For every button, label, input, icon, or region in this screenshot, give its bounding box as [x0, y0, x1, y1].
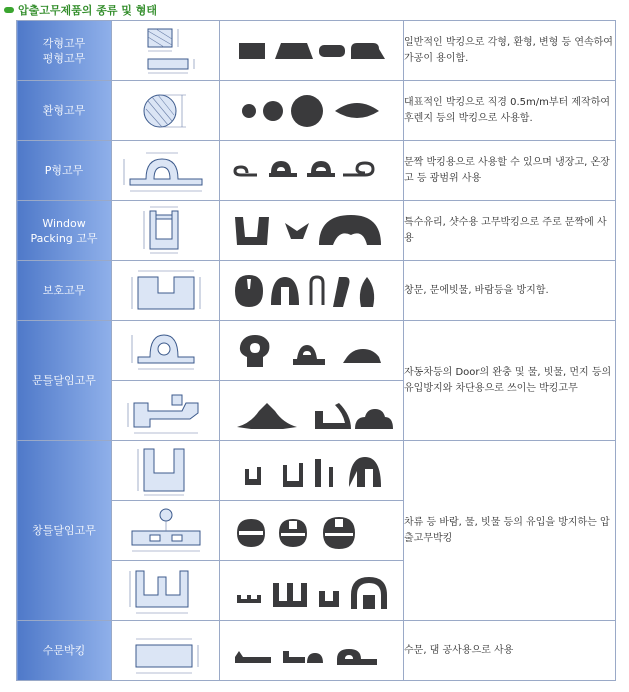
- section-diagram: [112, 81, 220, 141]
- table-row: [17, 141, 616, 201]
- category-cell: 보호고무: [17, 261, 112, 321]
- table-row: [17, 21, 616, 81]
- description-cell: 특수유리, 샷수용 고무박킹으로 주로 문짝에 사용: [404, 201, 616, 261]
- description-cell: 창문, 문에빗물, 바람등을 방지함.: [404, 261, 616, 321]
- product-shape-image: [220, 441, 404, 501]
- door-seal-rubber-shapes-icon: [227, 329, 397, 373]
- window-seal-section-2-icon: [116, 503, 216, 559]
- description-cell: 일반적인 박킹으로 각형, 환형, 변형 등 연속하여 가공이 용이함.: [404, 21, 616, 81]
- section-diagram: [112, 261, 220, 321]
- window-seal-rubber-shapes-icon: [227, 449, 397, 493]
- description-cell: 수문, 댐 공사용으로 사용: [404, 621, 616, 681]
- sluice-gate-section-icon: [116, 623, 216, 679]
- product-shape-image: [220, 201, 404, 261]
- section-diagram: [112, 321, 220, 381]
- product-table: [16, 20, 616, 681]
- product-shape-image: [220, 561, 404, 621]
- product-shape-image: [220, 21, 404, 81]
- door-seal-section-2-icon: [116, 383, 216, 439]
- category-cell: [17, 21, 112, 81]
- product-shape-image: [220, 321, 404, 381]
- window-seal-rubber-shapes-3-icon: [227, 569, 397, 613]
- category-cell: 수문박킹: [17, 621, 112, 681]
- product-shape-image: [220, 381, 404, 441]
- section-diagram: [112, 441, 220, 501]
- section-diagram: [112, 501, 220, 561]
- description-cell: 자동차등의 Door의 완충 및 물, 빗물, 먼지 등의 유입방지와 차단용으로 쓰이는 박킹고무: [404, 321, 616, 441]
- section-diagram: [112, 561, 220, 621]
- section-diagram: [112, 21, 220, 81]
- description-cell: 문짝 박킹용으로 사용할 수 있으며 냉장고, 온장고 등 광범위 사용: [404, 141, 616, 201]
- p-rubber-shapes-icon: [227, 151, 397, 191]
- p-section-icon: [116, 143, 216, 199]
- page-title: [4, 2, 157, 18]
- square-section-icon: [116, 23, 216, 79]
- window-seal-rubber-shapes-2-icon: [227, 509, 397, 553]
- round-rubber-shapes-icon: [227, 91, 397, 131]
- table-row: [17, 261, 616, 321]
- window-seal-section-icon: [116, 443, 216, 499]
- door-seal-rubber-shapes-2-icon: [227, 389, 397, 433]
- description-cell: 차류 등 바람, 물, 빗물 등의 유입을 방지하는 압출고무박킹: [404, 441, 616, 621]
- protection-rubber-shapes-icon: [227, 269, 397, 313]
- product-shape-image: [220, 501, 404, 561]
- category-cell: 문틀달임고무: [17, 321, 112, 441]
- window-seal-section-3-icon: [116, 563, 216, 619]
- category-cell: 창틀달임고무: [17, 441, 112, 621]
- table-row: [17, 621, 616, 681]
- protection-section-icon: [116, 263, 216, 319]
- product-shape-image: [220, 141, 404, 201]
- product-shape-image: [220, 81, 404, 141]
- description-cell: 대표적인 박킹으로 직경 0.5m/m부터 제작하여 후렌지 등의 박킹으로 사용함.: [404, 81, 616, 141]
- square-rubber-shapes-icon: [227, 31, 397, 71]
- window-packing-rubber-shapes-icon: [227, 209, 397, 253]
- product-shape-image: [220, 261, 404, 321]
- section-diagram: [112, 621, 220, 681]
- category-cell: P형고무: [17, 141, 112, 201]
- page-title-text: 압출고무제품의 종류 및 형태: [18, 4, 157, 17]
- window-packing-section-icon: [116, 203, 216, 259]
- table-row: [17, 321, 616, 381]
- sluice-gate-rubber-shapes-icon: [227, 629, 397, 673]
- bullet-icon: [4, 7, 14, 13]
- product-shape-image: [220, 621, 404, 681]
- category-label: 각형고무 평형고무: [42, 36, 86, 65]
- category-cell: 환형고무: [17, 81, 112, 141]
- table-row: [17, 201, 616, 261]
- table-row: [17, 441, 616, 501]
- section-diagram: [112, 141, 220, 201]
- door-seal-section-icon: [116, 323, 216, 379]
- category-cell: Window Packing 고무: [17, 201, 112, 261]
- section-diagram: [112, 201, 220, 261]
- round-section-icon: [116, 83, 216, 139]
- section-diagram: [112, 381, 220, 441]
- table-row: [17, 81, 616, 141]
